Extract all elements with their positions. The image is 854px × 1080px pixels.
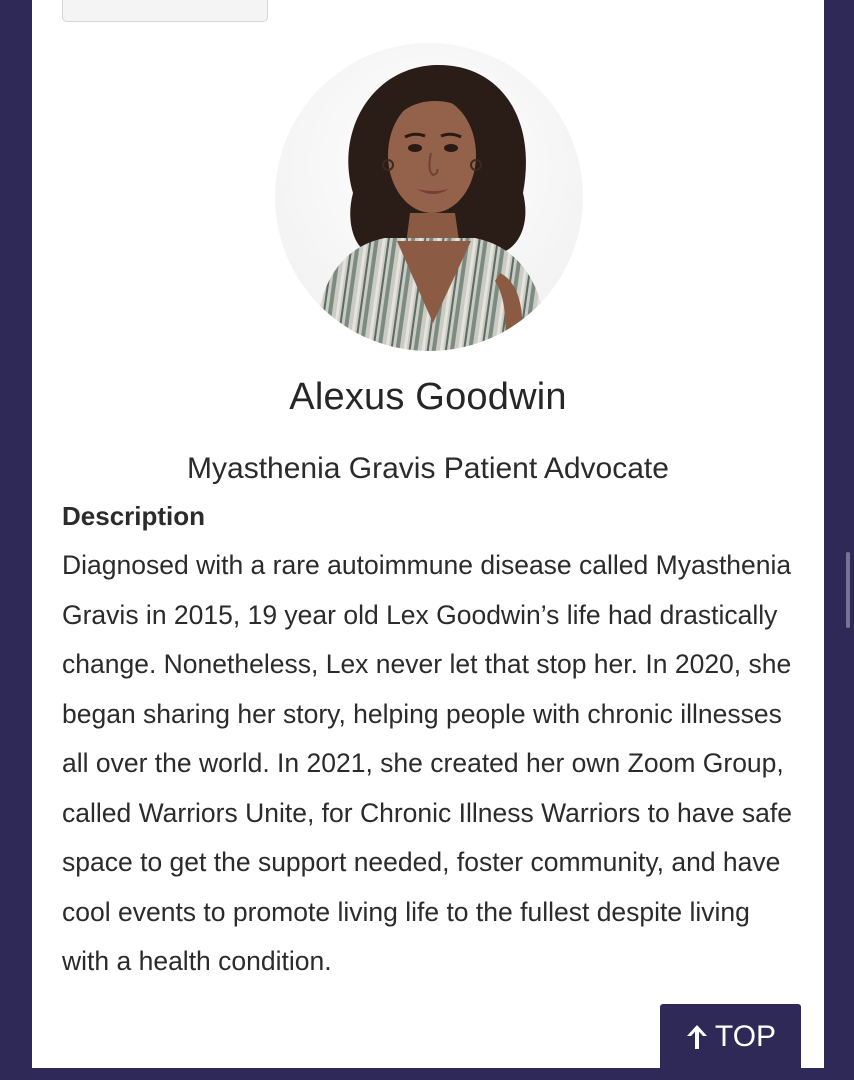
back-to-top-button[interactable] [660, 1004, 801, 1070]
scrollbar-thumb[interactable] [846, 552, 850, 628]
profile-role: Myasthenia Gravis Patient Advocate [187, 452, 669, 485]
profile-photo [275, 43, 583, 351]
description-text: Diagnosed with a rare autoimmune disease called Myasthenia Gravis in 2015, 19 year old Lex Goodwin’s life had drastically change. Nonetheless, Lex never let that stop her. In 2020, she began sharing her story, helping people with chronic illnesses all over the world. In 2021, she created her own Zoom Group, called Warriors Unite, for Chronic Illness Warriors to have safe space to get the support needed, foster community, and have cool events to promote living life to the fullest despite living with a health condition. [62, 550, 792, 976]
profile-card [32, 0, 824, 1068]
profile-name: Alexus Goodwin [289, 376, 567, 418]
description-heading: Description [62, 501, 206, 531]
top-input-box[interactable] [62, 0, 268, 22]
back-to-top-label: TOP [714, 1020, 777, 1053]
arrow-up-icon [685, 1023, 709, 1051]
